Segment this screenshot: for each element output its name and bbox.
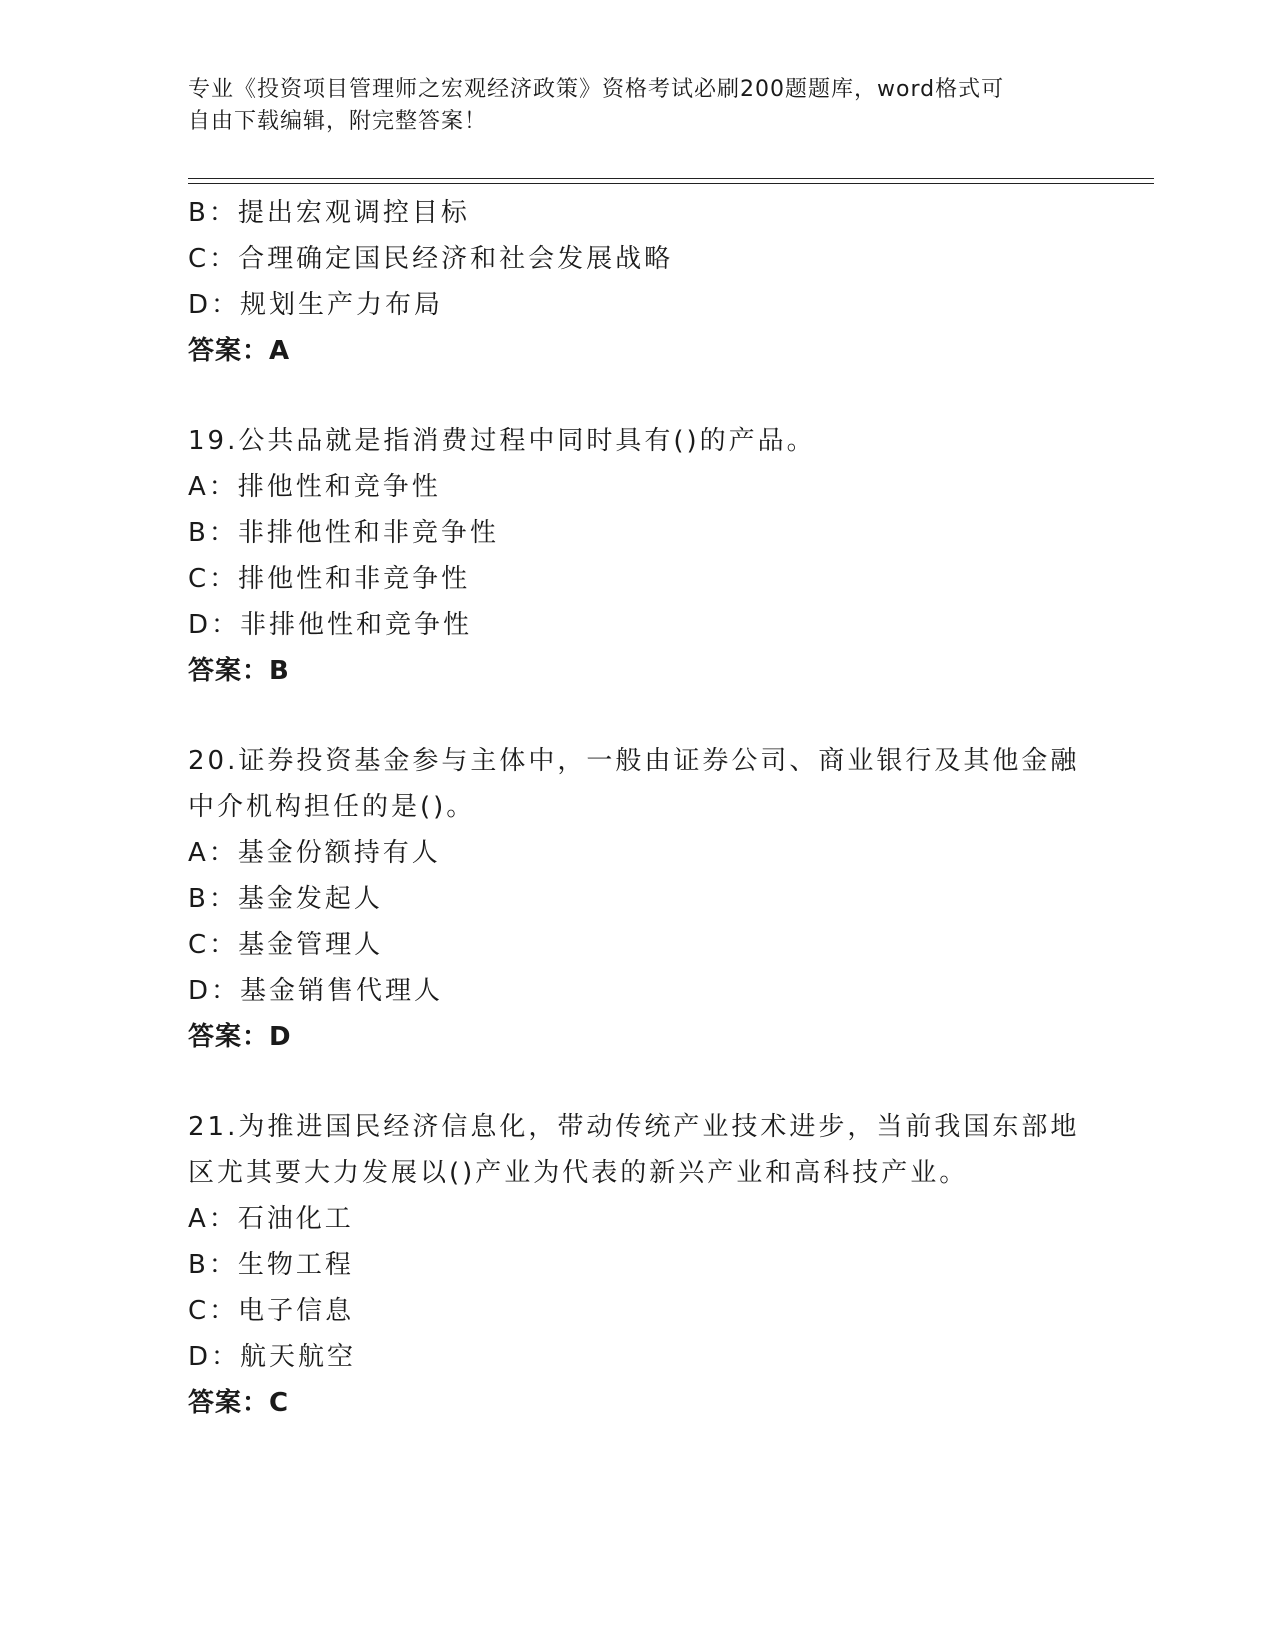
option-b: B：生物工程 xyxy=(188,1250,354,1280)
question-block-19 xyxy=(188,418,1088,694)
header-title-line-1: 专业《投资项目管理师之宏观经济政策》资格考试必刷200题题库，word格式可 xyxy=(188,77,1005,102)
question-stem: 19.公共品就是指消费过程中同时具有()的产品。 xyxy=(188,426,816,456)
question-stem-line-2: 中介机构担任的是()。 xyxy=(188,792,476,822)
question-block-21 xyxy=(188,1104,1088,1426)
option-c: C：基金管理人 xyxy=(188,930,384,960)
option-b: B：提出宏观调控目标 xyxy=(188,198,470,228)
option-c: C：电子信息 xyxy=(188,1296,355,1326)
question-stem-line-1: 20.证券投资基金参与主体中，一般由证券公司、商业银行及其他金融 xyxy=(188,746,1080,776)
option-b: B：基金发起人 xyxy=(188,884,383,914)
option-d: D：非排他性和竞争性 xyxy=(188,610,473,640)
option-c: C：排他性和非竞争性 xyxy=(188,564,471,594)
option-a: A：基金份额持有人 xyxy=(188,838,441,868)
question-block-20 xyxy=(188,738,1088,1060)
option-a: A：排他性和竞争性 xyxy=(188,472,441,502)
question-list xyxy=(188,190,1088,1426)
option-d: D：航天航空 xyxy=(188,1342,357,1372)
header-title-line-2: 自由下载编辑，附完整答案！ xyxy=(188,109,488,134)
option-c: C：合理确定国民经济和社会发展战略 xyxy=(188,244,674,274)
option-d: D：基金销售代理人 xyxy=(188,976,444,1006)
option-a: A：石油化工 xyxy=(188,1204,354,1234)
answer-line: 答案：A xyxy=(188,336,291,366)
document-header xyxy=(188,74,1068,138)
question-block-continued xyxy=(188,190,1088,374)
option-d: D：规划生产力布局 xyxy=(188,290,444,320)
answer-line: 答案：D xyxy=(188,1022,292,1052)
answer-line: 答案：C xyxy=(188,1388,290,1418)
header-divider-top xyxy=(188,178,1154,179)
option-b: B：非排他性和非竞争性 xyxy=(188,518,499,548)
question-stem-line-1: 21.为推进国民经济信息化，带动传统产业技术进步，当前我国东部地 xyxy=(188,1112,1080,1142)
answer-line: 答案：B xyxy=(188,656,290,686)
question-stem-line-2: 区尤其要大力发展以()产业为代表的新兴产业和高科技产业。 xyxy=(188,1158,969,1188)
header-divider-bottom xyxy=(188,183,1154,184)
